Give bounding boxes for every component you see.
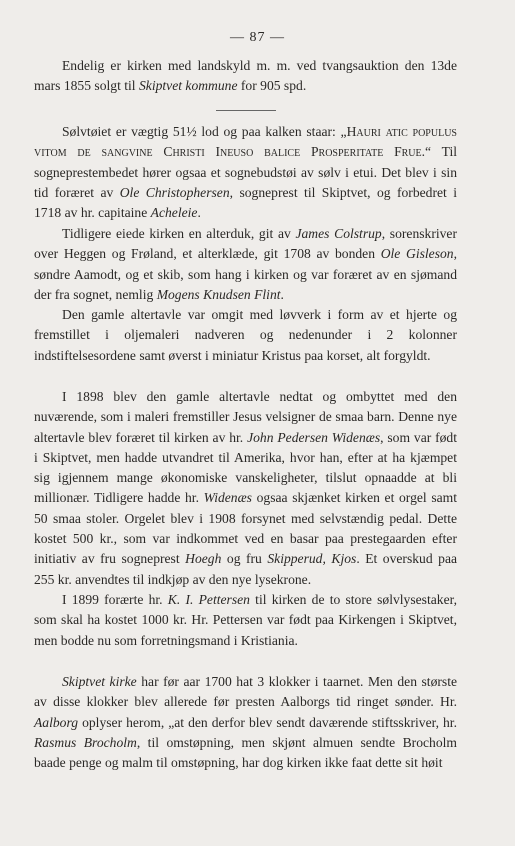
paragraph-auction: Endelig er kirken med landskyld m. m. ved tvangsauktion den 13de mars 1855 solgt til Skiptvet kommune for 905 spd.	[34, 58, 457, 94]
paragraph-silverware: Sølvtøiet er vægtig 51½ lod og paa kalken staar: „Hauri atic populus vitom de sangvine Christi Ineuso balice Prosperitate Frue.“ Til sogneprestembedet hører ogsaa et sognebudstøi av sølv i etui. Det blev i sin tid foræret av Ole Christophersen, sogneprest til Skiptvet, og forbedret i 1718 av hr. capitaine Acheleie.	[34, 124, 457, 221]
paragraph-bells: Skiptvet kirke har før aar 1700 hat 3 klokker i taarnet. Men den største av disse klokker blev allerede før presten Aalborgs tid ringet sønder. Hr. Aalborg oplyser herom, „at den derfor blev sendt daværende stiftsskriver, hr. Rasmus Brocholm, til omstøpning, men skjønt almuen sendte Brocholm baade penge og malm til omstøpning, har dog kirken ikke faat dette sit høit	[34, 674, 458, 771]
paragraph-old-altarpiece: Den gamle altertavle var omgit med løvverk i form av et hjerte og fremstillet i oljemaleri nadveren og nedenunder i 2 kolonner indstiftelsesordene samt øverst i miniatur Kristus paa korset, alt forgyldt.	[34, 307, 457, 363]
section-divider	[216, 110, 276, 111]
paragraph-altar-cloth: Tidligere eiede kirken en alterduk, git av James Colstrup, sorenskriver over Heggen og Frøland, et alterklæde, git 1708 av bonden Ole Gisleson, søndre Aamodt, og et skib, som hang i kirken og var foræret av en sjømand der fra sognet, nemlig Mogens Knudsen Flint.	[34, 226, 457, 302]
paragraph-new-altarpiece: I 1898 blev den gamle altertavle nedtat og ombyttet med den nuværende, som i maleri fremstiller Jesus velsigner de smaa barn. Denne nye altertavle blev foræret til kirken av hr. John Pedersen Widenæs, som var født i Skiptvet, men hadde utvandret til Amerika, hvor han, efter at ha kjæmpet sig igjennem mange økonomiske vanskeligheter, tilslut opnaadde at bli millionær. Tidligere hadde hr. Widenæs ogsaa skjænket kirken et orgel samt 50 smaa stoler. Orgelet blev i 1908 forsynet med selvstændig pedal. Dette kostet 500 kr., som var indkommet ved en basar paa prestegaarden efter initiativ av fru sogneprest Hoegh og fru Skipperud, Kjos. Et overskud paa 255 kr. anvendtes til indkjøp av den nye lysekrone.	[34, 389, 458, 587]
page-number: — 87 —	[230, 30, 285, 45]
paragraph-candlesticks: I 1899 forærte hr. K. I. Pettersen til kirken de to store sølvlysestaker, som skal ha kostet 1000 kr. Hr. Pettersen var født paa Kirkengen i Skiptvet, men bodde nu som forretningsmand i Kristiania.	[34, 592, 457, 648]
